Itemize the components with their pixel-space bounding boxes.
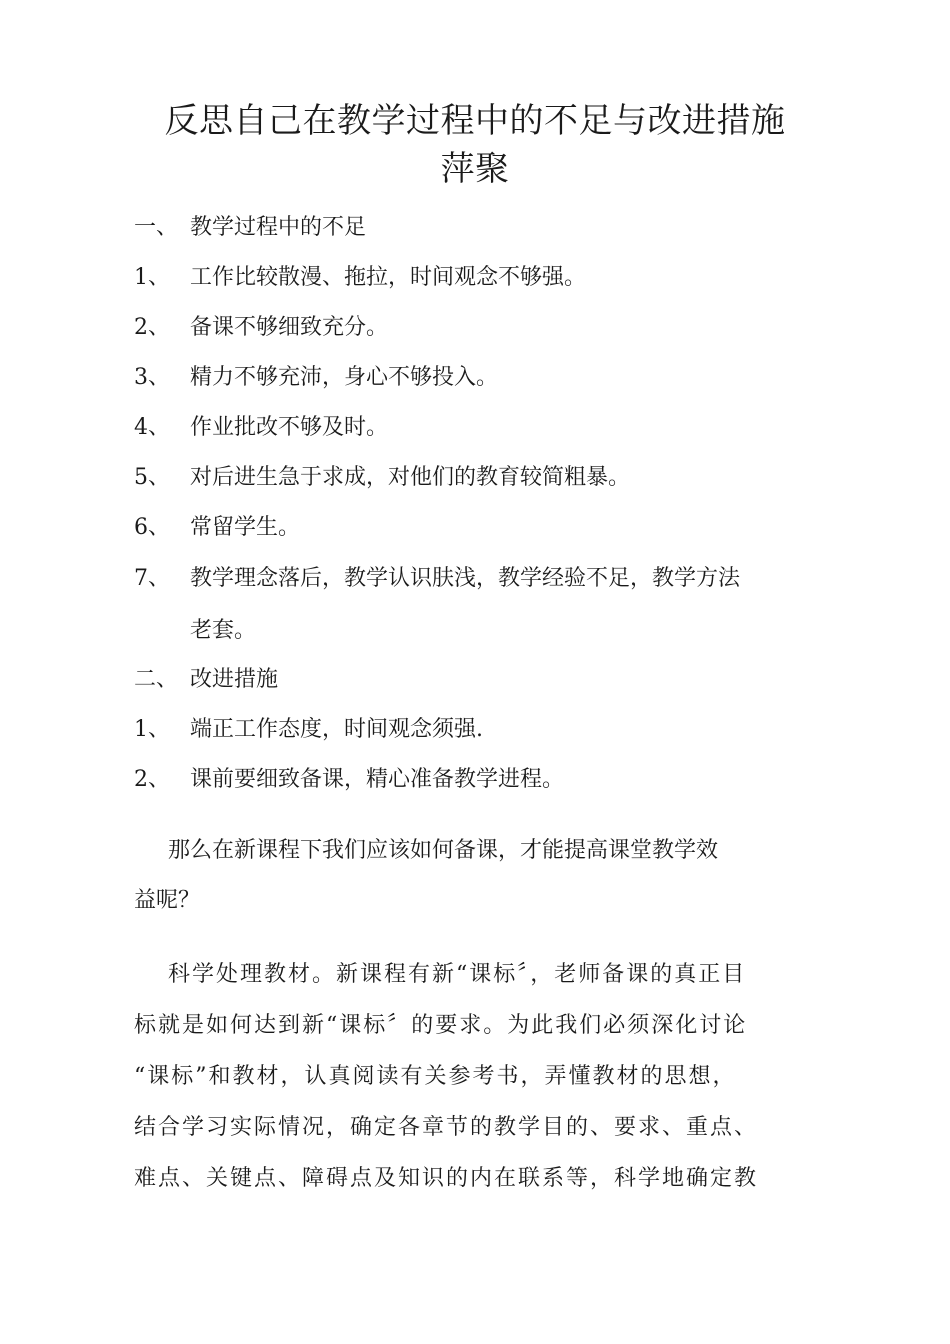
paragraph-line: 难点、关键点、障碍点及知识的内在联系等，科学地确定教 (134, 1166, 759, 1191)
list-item-text: 教学理念落后，教学认识肤浅，教学经验不足，教学方法 (190, 566, 741, 591)
paragraph-line: 标就是如何达到新“课标〞的要求。为此我们必须深化讨论 (134, 1013, 748, 1038)
paragraph-line: “课标”和教材，认真阅读有关参考书，弄懂教材的思想， (134, 1064, 737, 1089)
list-item-continuation: 老套。 (190, 618, 257, 643)
document-subtitle: 萍聚 (440, 149, 510, 189)
list-item-text: 工作比较散漫、拖拉，时间观念不够强。 (190, 265, 587, 290)
paragraph-line: 益呢？ (134, 888, 201, 913)
list-item-number: 6、 (134, 515, 170, 540)
list-item-text: 备课不够细致充分。 (190, 315, 389, 340)
list-item-number: 4、 (134, 415, 170, 440)
section-number: 二、 (134, 667, 179, 692)
list-item-number: 2、 (134, 315, 170, 340)
list-item-text: 端正工作态度，时间观念须强. (190, 717, 483, 742)
list-item-number: 3、 (134, 365, 170, 390)
list-item-text: 精力不够充沛，身心不够投入。 (190, 365, 499, 390)
section-heading-text: 教学过程中的不足 (190, 215, 367, 240)
list-item-number: 5、 (134, 465, 170, 490)
paragraph-line: 科学处理教材。新课程有新“课标〞，老师备课的真正目 (168, 962, 747, 987)
section-heading-text: 改进措施 (190, 667, 279, 692)
list-item-text: 常留学生。 (190, 515, 301, 540)
list-item-text: 作业批改不够及时。 (190, 415, 389, 440)
list-item-number: 7、 (134, 566, 170, 591)
list-item-text: 对后进生急于求成，对他们的教育较简粗暴。 (190, 465, 631, 490)
list-item-number: 1、 (134, 265, 170, 290)
list-item-text: 课前要细致备课，精心准备教学进程。 (190, 767, 565, 792)
section-number: 一、 (134, 215, 179, 240)
list-item-number: 2、 (134, 767, 170, 792)
list-item-number: 1、 (134, 717, 170, 742)
document-title: 反思自己在教学过程中的不足与改进措施 (164, 101, 786, 141)
paragraph-line: 结合学习实际情况，确定各章节的教学目的、要求、重点、 (134, 1115, 759, 1140)
paragraph-line: 那么在新课程下我们应该如何备课，才能提高课堂教学效 (168, 838, 719, 863)
